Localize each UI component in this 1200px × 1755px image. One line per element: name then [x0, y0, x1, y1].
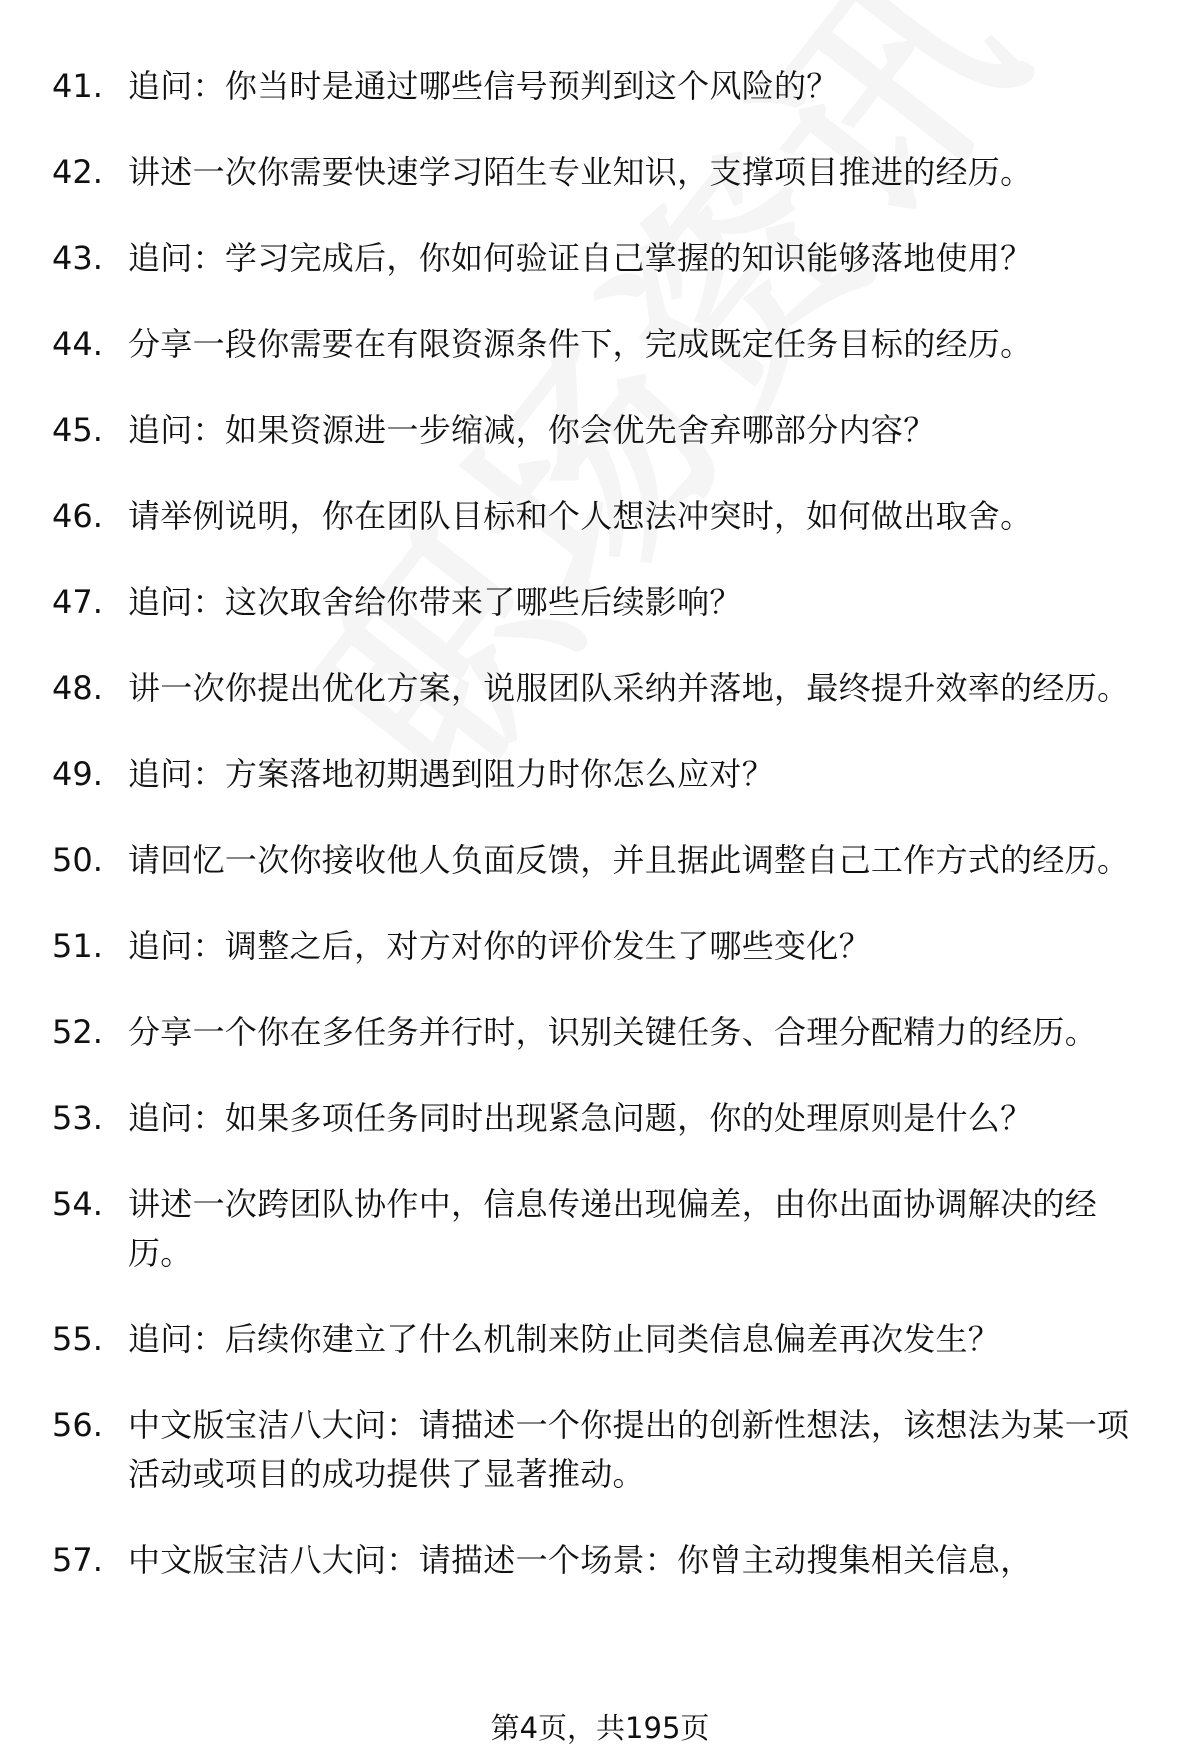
question-text: 讲述一次跨团队协作中，信息传递出现偏差，由你出面协调解决的经历。: [128, 1185, 1098, 1272]
question-text: 追问：方案落地初期遇到阻力时你怎么应对？: [128, 755, 775, 793]
question-number: 43.: [52, 239, 103, 277]
question-number: 42.: [52, 153, 103, 191]
question-text: 讲述一次你需要快速学习陌生专业知识，支撑项目推进的经历。: [128, 153, 1033, 191]
question-number: 55.: [52, 1320, 103, 1358]
question-number: 44.: [52, 325, 103, 363]
question-number: 52.: [52, 1013, 103, 1051]
question-text: 追问：这次取舍给你带来了哪些后续影响？: [128, 583, 742, 621]
question-text: 追问：学习完成后，你如何验证自己掌握的知识能够落地使用？: [128, 239, 1033, 277]
question-number: 48.: [52, 669, 103, 707]
question-item: [0, 62, 1200, 111]
question-item: [0, 234, 1200, 283]
question-text: 分享一个你在多任务并行时，识别关键任务、合理分配精力的经历。: [128, 1013, 1098, 1051]
question-number: 49.: [52, 755, 103, 793]
question-number: 46.: [52, 497, 103, 535]
question-item: [0, 1315, 1200, 1364]
question-text: 追问：如果多项任务同时出现紧急问题，你的处理原则是什么？: [128, 1099, 1033, 1137]
question-item: [0, 664, 1200, 713]
question-text: 分享一段你需要在有限资源条件下，完成既定任务目标的经历。: [128, 325, 1033, 363]
question-text: 追问：你当时是通过哪些信号预判到这个风险的？: [128, 67, 839, 105]
question-text: 中文版宝洁八大问：请描述一个场景：你曾主动搜集相关信息，: [128, 1541, 1033, 1579]
question-item: [0, 578, 1200, 627]
question-item: [0, 320, 1200, 369]
question-number: 53.: [52, 1099, 103, 1137]
question-item: [0, 836, 1200, 885]
question-item: [0, 1180, 1200, 1278]
question-text: 请举例说明，你在团队目标和个人想法冲突时，如何做出取舍。: [128, 497, 1033, 535]
question-number: 57.: [52, 1541, 103, 1579]
question-item: [0, 1536, 1200, 1585]
question-number: 54.: [52, 1185, 103, 1223]
question-item: [0, 750, 1200, 799]
question-number: 45.: [52, 411, 103, 449]
question-item: [0, 406, 1200, 455]
question-item: [0, 1401, 1200, 1499]
question-text: 请回忆一次你接收他人负面反馈，并且据此调整自己工作方式的经历。: [128, 841, 1130, 879]
question-number: 51.: [52, 927, 103, 965]
question-item: [0, 492, 1200, 541]
question-number: 56.: [52, 1406, 103, 1444]
question-text: 追问：后续你建立了什么机制来防止同类信息偏差再次发生？: [128, 1320, 1001, 1358]
question-item: [0, 1008, 1200, 1057]
question-text: 讲一次你提出优化方案，说服团队采纳并落地，最终提升效率的经历。: [128, 669, 1130, 707]
question-text: 追问：调整之后，对方对你的评价发生了哪些变化？: [128, 927, 871, 965]
question-number: 50.: [52, 841, 103, 879]
question-text: 追问：如果资源进一步缩减，你会优先舍弃哪部分内容？: [128, 411, 936, 449]
question-text: 中文版宝洁八大问：请描述一个你提出的创新性想法，该想法为某一项活动或项目的成功提供了显著推动。: [128, 1406, 1130, 1493]
question-item: [0, 148, 1200, 197]
question-number: 47.: [52, 583, 103, 621]
question-item: [0, 922, 1200, 971]
question-list: [0, 62, 1200, 1622]
question-item: [0, 1094, 1200, 1143]
page-footer: 第4页，共195页: [490, 1711, 710, 1745]
question-number: 41.: [52, 67, 103, 105]
